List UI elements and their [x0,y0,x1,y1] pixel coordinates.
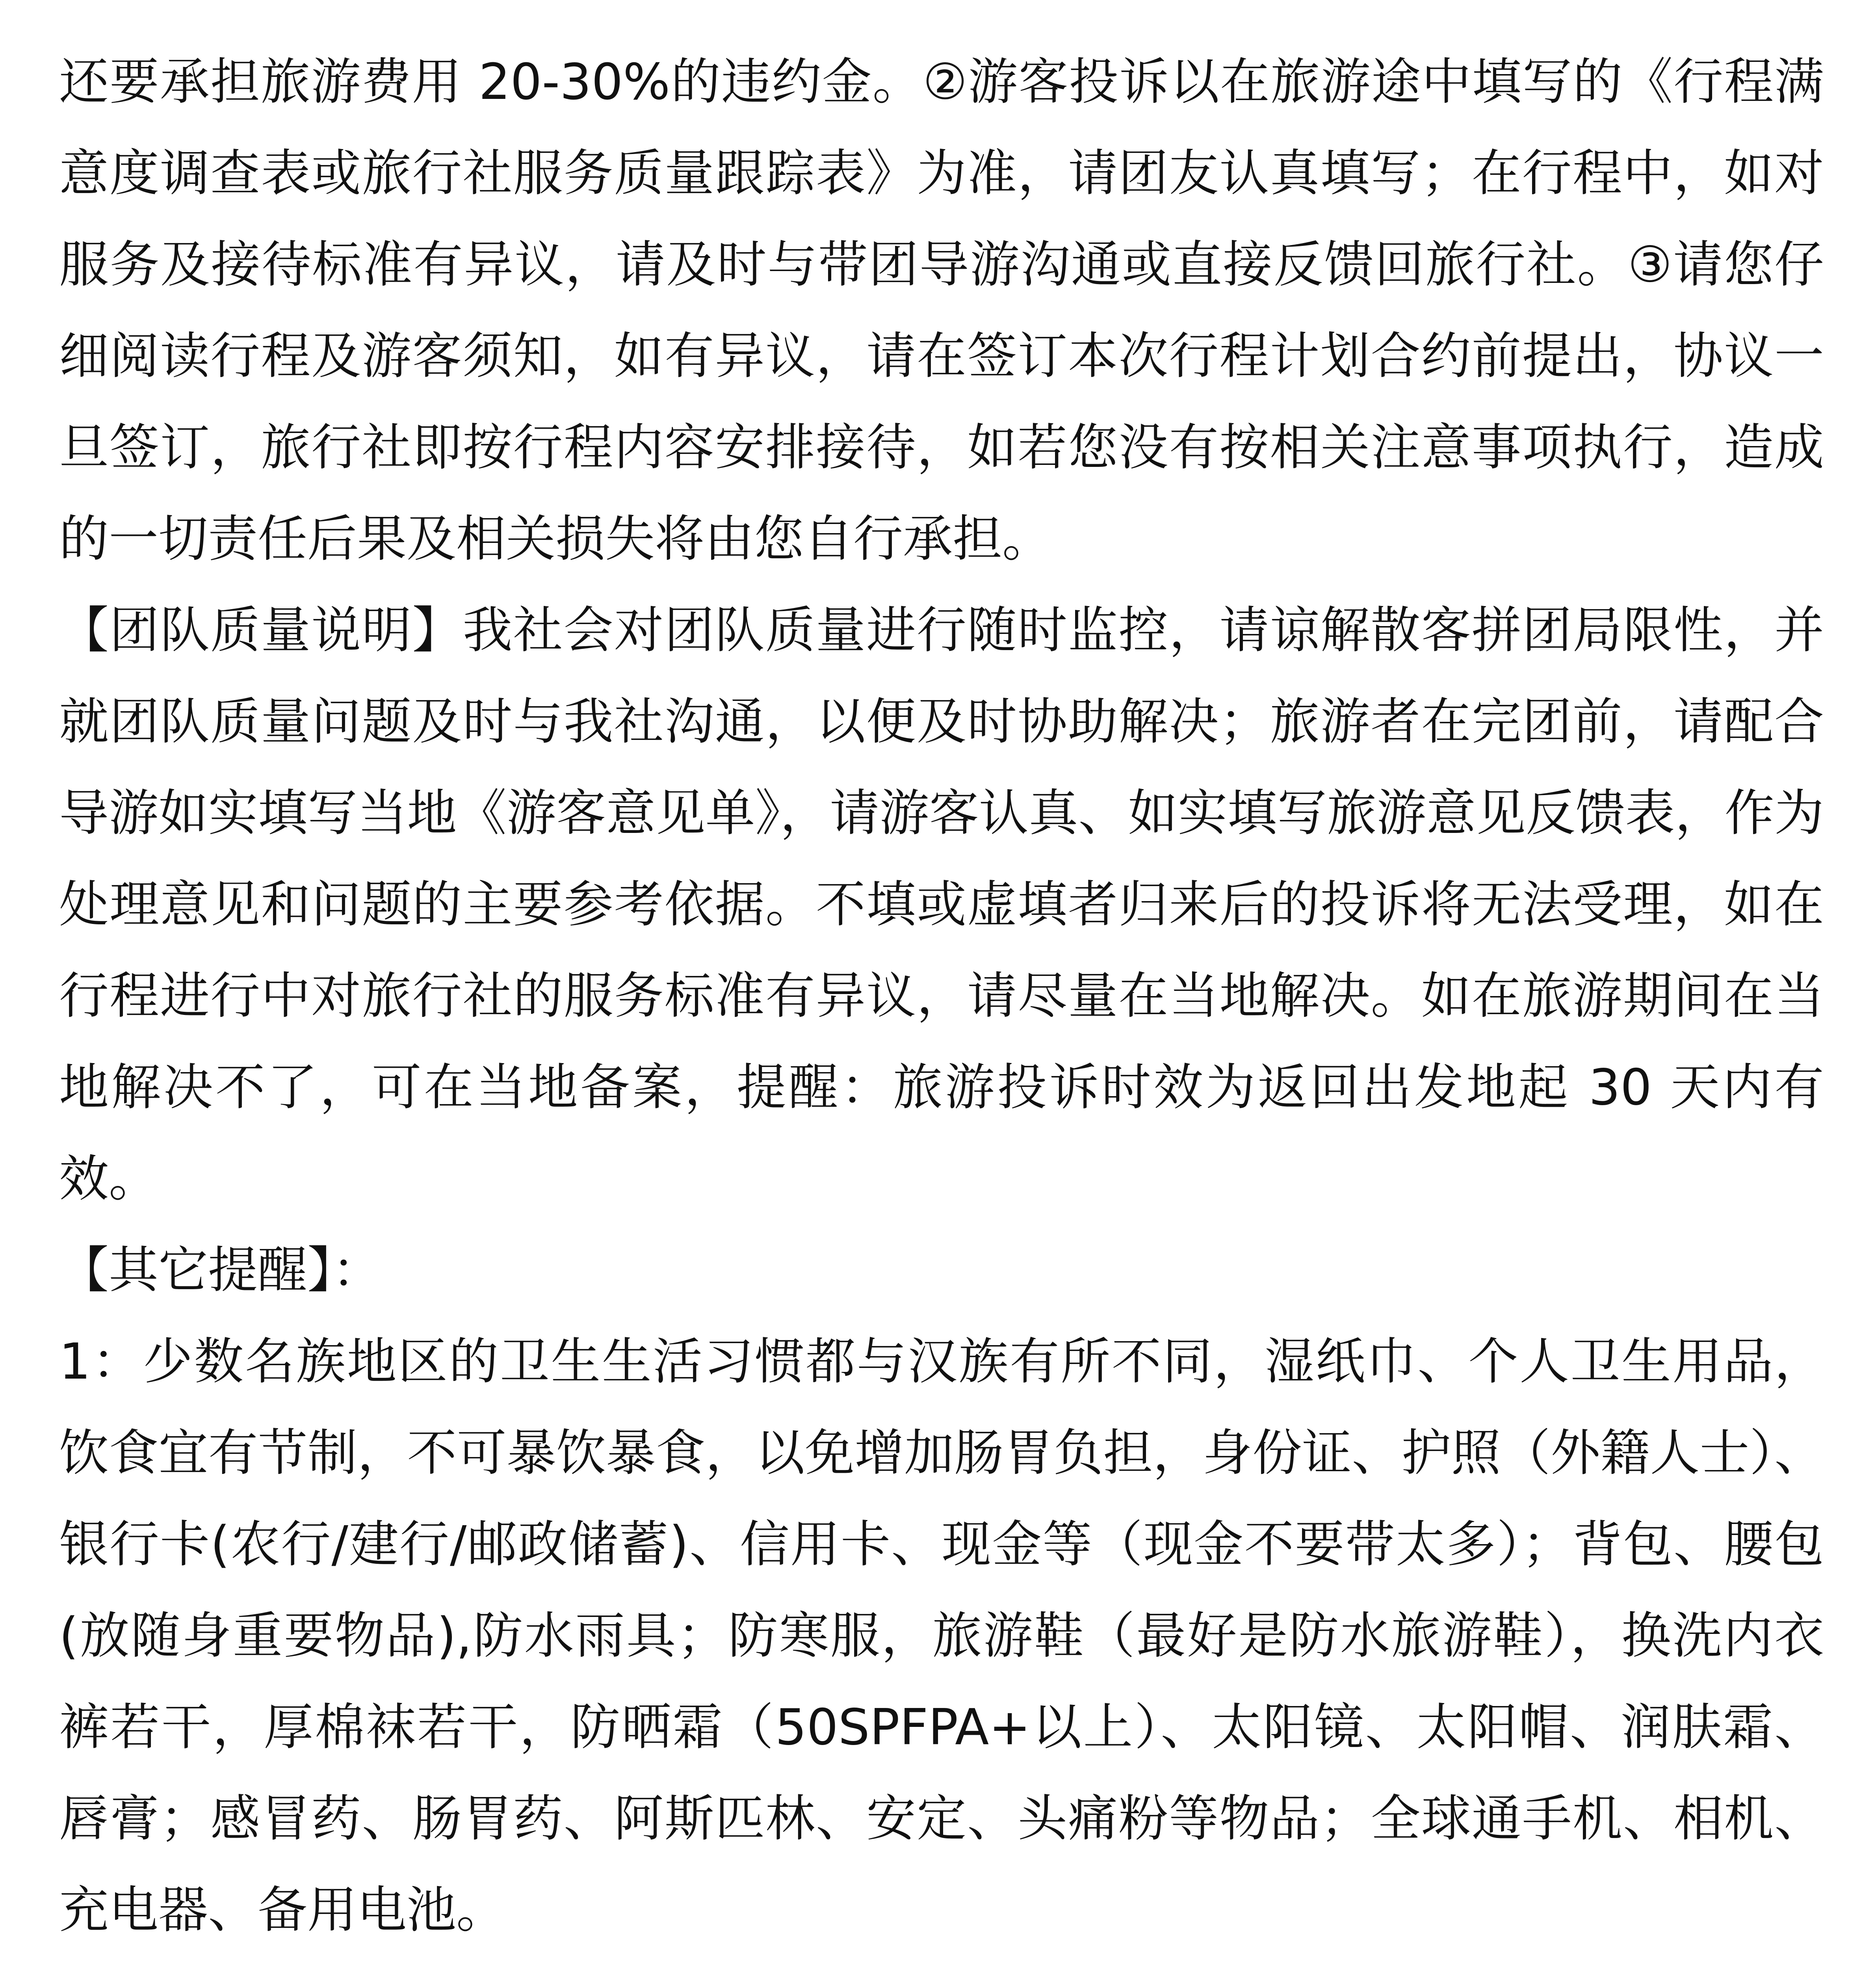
reminder-item-1: 1：少数名族地区的卫生生活习惯都与汉族有所不同，湿纸巾、个人卫生用品，饮食宜有节制，不可暴饮暴食，以免增加肠胃负担，身份证、护照（外籍人士）、银行卡(农行/建行/邮政储蓄)、信用卡、现金等（现金不要带太多）；背包、腰包(放随身重要物品),防水雨具；防寒服，旅游鞋（最好是防水旅游鞋），换洗内衣裤若干，厚棉袜若干，防晒霜（50SPFPA+以上）、太阳镜、太阳帽、润肤霜、唇膏；感冒药、肠胃药、阿斯匹林、安定、头痛粉等物品；全球通手机、相机、充电器、备用电池。 [59,1333,1824,1939]
reminder-item-2 [59,1956,1824,1970]
intro-paragraph: 还要承担旅游费用 20-30%的违约金。②游客投诉以在旅游途中填写的《行程满意度调查表或旅行社服务质量跟踪表》为准，请团友认真填写；在行程中，如对服务及接待标准有异议，请及时与带团导游沟通或直接反馈回旅行社。③请您仔细阅读行程及游客须知，如有异议，请在签订本次行程计划合约前提出，协议一旦签订，旅行社即按行程内容安排接待，如若您没有按相关注意事项执行，造成的一切责任后果及相关损失将由您自行承担。 [59,53,1824,568]
document-page [59,36,1824,1970]
other-reminders-heading: 【其它提醒】： [59,1241,382,1299]
quality-section-paragraph: 【团队质量说明】我社会对团队质量进行随时监控，请谅解散客拼团局限性，并就团队质量问题及时与我社沟通，以便及时协助解决；旅游者在完团前，请配合导游如实填写当地《游客意见单》，请游客认真、如实填写旅游意见反馈表，作为处理意见和问题的主要参考依据。不填或虚填者归来后的投诉将无法受理，如在行程进行中对旅行社的服务标准有异议，请尽量在当地解决。如在旅游期间在当地解决不了，可在当地备案，提醒：旅游投诉时效为返回出发地起 30 天内有效。 [59,601,1824,1208]
